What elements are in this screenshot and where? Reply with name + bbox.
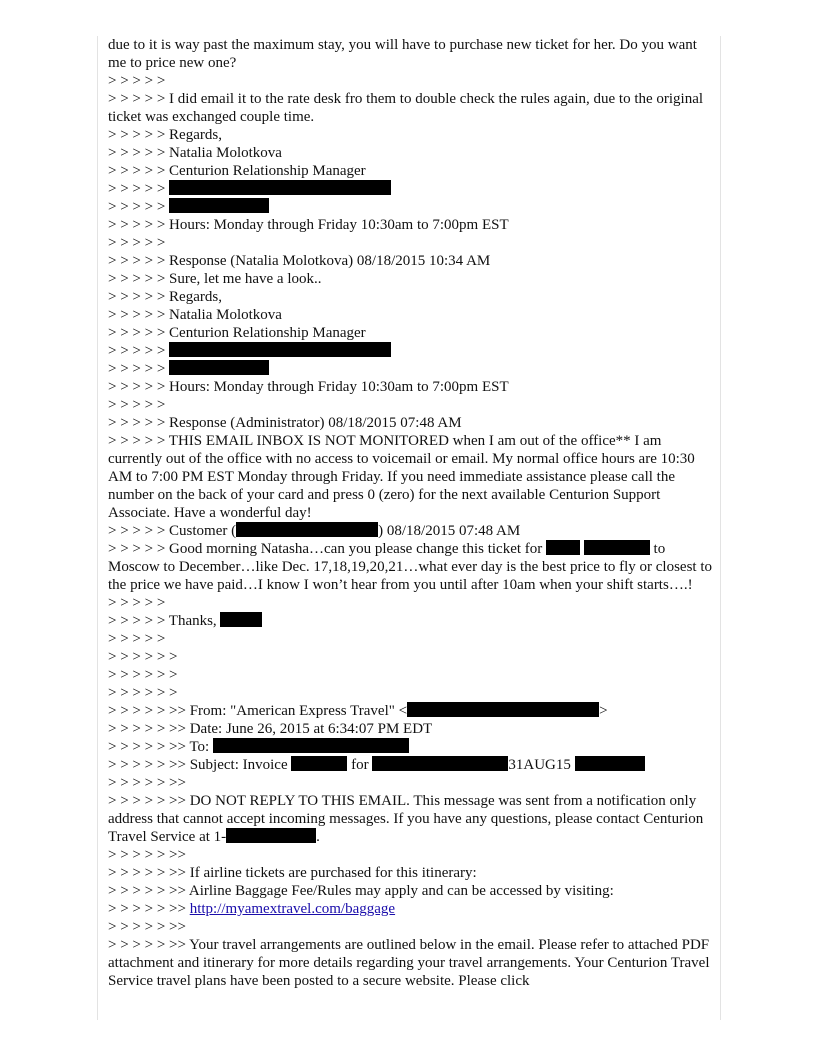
text-line: > > > > > I did email it to the rate desk fro them to double check the rules again, due to the original ticket was exchanged couple time.	[108, 91, 707, 125]
redacted-line	[108, 540, 716, 594]
redacted-line	[108, 756, 712, 774]
redacted-line	[108, 738, 712, 756]
line-middle: 31AUG15	[508, 757, 575, 773]
redaction-bar	[236, 522, 378, 537]
line-prefix: > > > > > >> Subject: Invoice	[108, 757, 292, 773]
line-suffix: .	[316, 829, 320, 845]
text-line: > > > > > >	[108, 667, 178, 683]
text-line: > > > > > >>	[108, 919, 186, 935]
line-prefix: > > > > > Thanks,	[108, 613, 221, 629]
redacted-line	[108, 522, 712, 540]
link-line	[108, 900, 712, 918]
redaction-bar	[584, 540, 650, 555]
redaction-bar	[169, 198, 269, 213]
text-line: > > > > > Regards,	[108, 289, 222, 305]
text-line: > > > > > >> Date: June 26, 2015 at 6:34:07 PM EDT	[108, 721, 433, 737]
redaction-bar	[291, 756, 347, 771]
email-thread-document	[108, 36, 716, 990]
text-line: > > > > >	[108, 73, 166, 89]
text-line: > > > > > THIS EMAIL INBOX IS NOT MONITORED when I am out of the office** I am currently out of the office with no access to voicemail or email. My normal office hours are 10:30 AM to 7:00 PM EST Monday through Friday. If you need immediate assistance please call the number on the back of your card and press 0 (zero) for the next available Centurion Support Associate. Have a wonderful day!	[108, 433, 698, 521]
text-line: > > > > > Natalia Molotkova	[108, 145, 282, 161]
text-line: > > > > > >> If airline tickets are purchased for this itinerary:	[108, 865, 477, 881]
text-line: > > > > > Centurion Relationship Manager	[108, 325, 366, 341]
line-prefix: > > > > > >> DO NOT REPLY TO THIS EMAIL. This message was sent from a notification only address that cannot accept incoming messages. If you have any questions, please contact Centurion Travel Service at 1-	[108, 793, 707, 845]
text-line: > > > > > >> Your travel arrangements are outlined below in the email. Please refer to attached PDF attachment and itinerary for more details regarding your travel arrangements. Your Centurion Travel Service travel plans have been posted to a secure website. Please click	[108, 937, 714, 989]
text-line: > > > > > >	[108, 649, 178, 665]
redacted-line	[108, 612, 712, 630]
text-line: > > > > > Sure, let me have a look..	[108, 271, 322, 287]
text-line: > > > > > >	[108, 685, 178, 701]
redaction-bar	[169, 360, 269, 375]
line-prefix: > > > > >	[108, 343, 170, 359]
text-line: > > > > > Natalia Molotkova	[108, 307, 282, 323]
baggage-link[interactable]: http://myamextravel.com/baggage	[189, 901, 396, 917]
line-suffix: >	[599, 703, 608, 719]
line-prefix: > > > > > >> From: "American Express Travel" <	[108, 703, 408, 719]
text-line: > > > > > Hours: Monday through Friday 10:30am to 7:00pm EST	[108, 217, 509, 233]
redaction-bar	[407, 702, 599, 717]
text-line: > > > > >	[108, 595, 166, 611]
redacted-line	[108, 792, 712, 846]
redaction-bar	[575, 756, 645, 771]
redaction-bar	[169, 342, 391, 357]
text-line: > > > > > Response (Administrator) 08/18/2015 07:48 AM	[108, 415, 462, 431]
text-line: > > > > >	[108, 631, 166, 647]
text-line: > > > > > >> Airline Baggage Fee/Rules may apply and can be accessed by visiting:	[108, 883, 614, 899]
redacted-line	[108, 360, 712, 378]
line-prefix: > > > > >	[108, 199, 170, 215]
line-prefix: > > > > > Good morning Natasha…can you please change this ticket for	[108, 541, 547, 557]
redacted-line	[108, 702, 712, 720]
text-line: > > > > >	[108, 397, 166, 413]
line-prefix: > > > > >	[108, 361, 170, 377]
line-suffix: ) 08/18/2015 07:48 AM	[378, 523, 521, 539]
text-line: > > > > > Hours: Monday through Friday 10:30am to 7:00pm EST	[108, 379, 509, 395]
redaction-bar	[213, 738, 409, 753]
text-line: due to it is way past the maximum stay, you will have to purchase new ticket for her. Do you want me to price new one?	[108, 37, 701, 71]
line-prefix: > > > > > Customer (	[108, 523, 237, 539]
redaction-bar	[372, 756, 508, 771]
text-line: > > > > > >>	[108, 775, 186, 791]
line-prefix: > > > > > >> To:	[108, 739, 213, 755]
redaction-bar	[226, 828, 316, 843]
line-middle: for	[347, 757, 373, 773]
redaction-bar	[220, 612, 262, 627]
redaction-bar	[546, 540, 580, 555]
text-line: > > > > > >>	[108, 847, 186, 863]
text-line: > > > > > Centurion Relationship Manager	[108, 163, 366, 179]
redaction-bar	[169, 180, 391, 195]
line-suffix: to Moscow to December…like Dec. 17,18,19,20,21…what ever day is the best price to fly or closest to the price we have paid…I know I won’t hear from you until after 10am when your shift starts….!	[108, 541, 716, 593]
text-line: > > > > > Response (Natalia Molotkova) 08/18/2015 10:34 AM	[108, 253, 491, 269]
line-prefix: > > > > > >>	[108, 901, 190, 917]
text-line: > > > > >	[108, 235, 166, 251]
redacted-line	[108, 198, 712, 216]
text-line: > > > > > Regards,	[108, 127, 222, 143]
line-prefix: > > > > >	[108, 181, 170, 197]
redacted-line	[108, 180, 712, 198]
redacted-line	[108, 342, 712, 360]
